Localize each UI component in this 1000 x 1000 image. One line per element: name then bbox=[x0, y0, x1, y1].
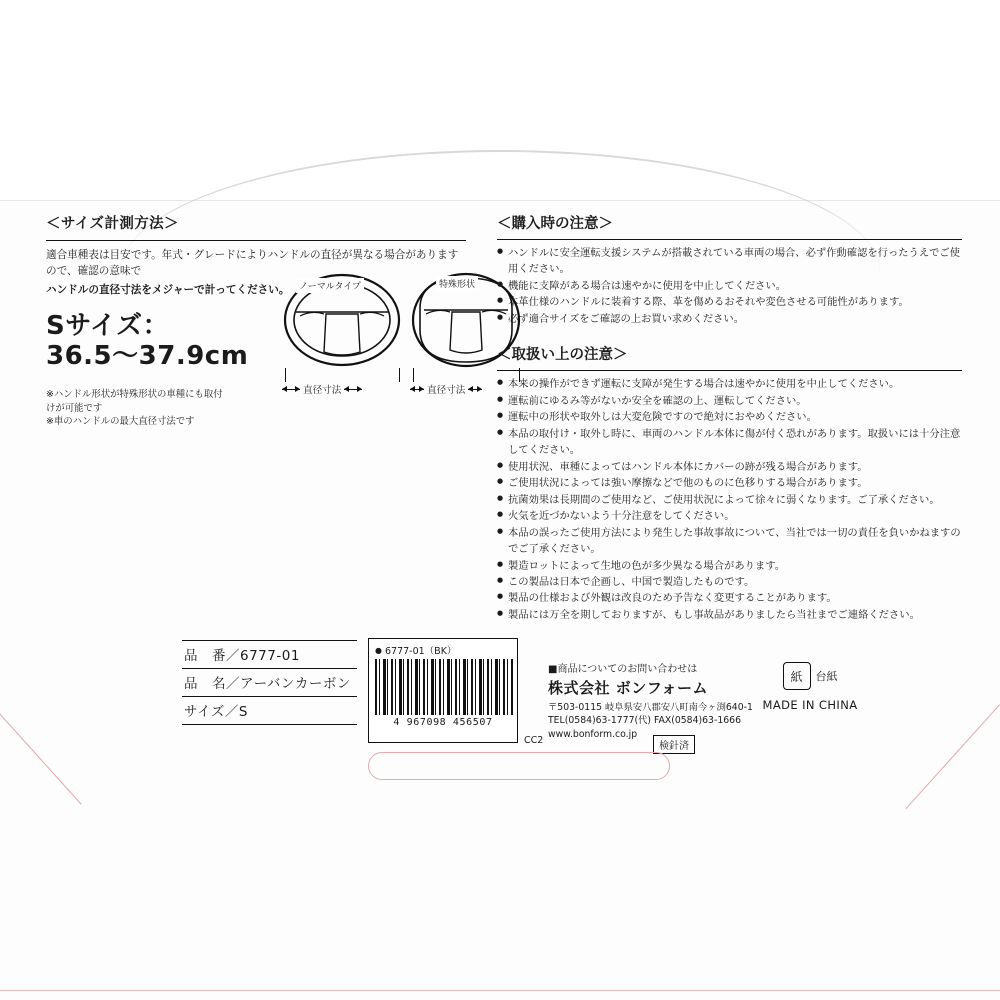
barcode-label: 6777-01（BK） bbox=[384, 646, 457, 657]
handling-notes-block bbox=[497, 343, 962, 623]
bottom-oval-outline bbox=[368, 752, 670, 780]
table-row bbox=[182, 669, 357, 697]
product-spec-table bbox=[182, 640, 357, 725]
dim-row-normal bbox=[282, 382, 402, 396]
purchase-notes-title: ＜購入時の注意＞ bbox=[497, 216, 613, 232]
list-item: ● 必ず適合サイズをご確認の上お買い求めください。 bbox=[497, 311, 962, 327]
dim-label-special: 直径寸法 bbox=[427, 385, 466, 396]
barcode-number: 4 967098 456507 bbox=[393, 717, 493, 728]
list-item: ● 製品には万全を期しておりますが、もし事故品がありましたら当社までご連絡ください。 bbox=[497, 607, 962, 623]
list-item: ● この製品は日本で企画し、中国で製造したものです。 bbox=[497, 574, 962, 590]
list-item: ● ご使用状況によっては強い摩擦などで他のものに色移りする場合があります。 bbox=[497, 475, 962, 491]
dim-tick-right-a bbox=[399, 368, 400, 382]
list-item: ● 本革仕様のハンドルに装着する際、革を傷めるおそれや変色させる可能性があります。 bbox=[497, 294, 962, 310]
size-footnote-2: けが可能です bbox=[46, 402, 103, 414]
notes-section bbox=[497, 212, 962, 623]
list-item: ● ハンドルに安全運転支援システムが搭載されている車両の場合、必ず作動確認を行ったうえでご使用ください。 bbox=[497, 245, 962, 278]
size-footnote-1: ※ハンドル形状が特殊形状の車種にも取付 bbox=[46, 389, 223, 400]
barcode-bars bbox=[375, 659, 513, 715]
list-item: ● 使用状況、車種によってはハンドル本体にカバーの跡が残る場合があります。 bbox=[497, 459, 962, 475]
footer-section bbox=[0, 640, 1000, 770]
size-label-line-2: 36.5〜37.9cm bbox=[46, 341, 249, 372]
dim-label-normal: 直径寸法 bbox=[303, 385, 342, 396]
purchase-notes-list bbox=[497, 245, 962, 327]
recycle-paper-icon: 紙 bbox=[783, 662, 811, 690]
table-row bbox=[182, 640, 357, 669]
bullet-dot-icon: ● bbox=[375, 645, 382, 655]
normal-wheel-label: ノーマルタイプ bbox=[296, 278, 364, 293]
barcode-label-row bbox=[375, 643, 511, 657]
recycle-mark-group bbox=[783, 662, 838, 690]
list-item: ● 機能に支障がある場合は速やかに使用を中止してください。 bbox=[497, 278, 962, 294]
list-item: ● 火気を近づかないよう十分注意をしてください。 bbox=[497, 508, 962, 524]
handling-notes-title: ＜取扱い上の注意＞ bbox=[497, 347, 628, 364]
dim-tick-left-b bbox=[413, 368, 414, 382]
contact-heading: ■商品についてのお問い合わせは bbox=[548, 664, 698, 675]
inspection-stamp: 検針済 bbox=[653, 735, 695, 754]
bottom-edge-line bbox=[0, 990, 1000, 991]
steering-wheel-diagrams bbox=[282, 264, 522, 404]
spec-key: サイズ／ bbox=[184, 704, 239, 720]
list-item: ● 製品の仕様および外観は改良のため予告なく変更することがあります。 bbox=[497, 590, 962, 606]
made-in-text: MADE IN CHINA bbox=[762, 698, 858, 712]
dim-tick-left-a bbox=[285, 368, 286, 382]
list-item: ● 運転中の形状や取外しは大変危険ですので絶対におやめください。 bbox=[497, 409, 962, 425]
list-item: ● 製造ロットによって生地の色が多少異なる場合があります。 bbox=[497, 558, 962, 574]
recycle-label: 台紙 bbox=[815, 670, 838, 683]
spec-value: 6777-01 bbox=[240, 648, 300, 664]
handling-notes-rule bbox=[497, 370, 962, 371]
spec-value: アーバンカーボン bbox=[240, 676, 351, 692]
company-telephone: TEL(0584)63-1777(代) FAX(0584)63-1666 bbox=[548, 715, 741, 727]
size-measurement-section bbox=[46, 212, 476, 429]
list-item: ● 本品の取付け・取外し時に、車両のハンドル本体に傷が付く恐れがあります。取扱いには十分注意してください。 bbox=[497, 426, 962, 459]
purchase-notes-rule bbox=[497, 239, 962, 240]
barcode-block bbox=[368, 638, 518, 743]
special-wheel-label: 特殊形状 bbox=[436, 276, 478, 291]
spec-key: 品 番／ bbox=[184, 648, 240, 664]
spec-key: 品 名／ bbox=[184, 676, 240, 692]
size-section-title: ＜サイズ計測方法＞ bbox=[46, 216, 179, 232]
size-lead-line-2: ハンドルの直径寸法をメジャーで計ってください。 bbox=[46, 283, 290, 296]
table-row bbox=[182, 697, 357, 725]
size-footnote-3: ※車のハンドルの最大直径寸法です bbox=[46, 416, 195, 428]
handling-notes-list bbox=[497, 376, 962, 623]
size-label-line-1: Sサイズ： bbox=[46, 311, 170, 342]
list-item: ● 本来の操作ができず運転に支障が発生する場合は速やかに使用を中止してください。 bbox=[497, 376, 962, 392]
company-address: 〒503-0115 岐阜県安八郡安八町南今ヶ渕640-1 bbox=[548, 702, 753, 713]
size-lead-line-1: 適合車種表は目安です。年式・グレードによりハンドルの直径が異なる場合がありますので、確認の意味で bbox=[46, 249, 459, 278]
cc-code: CC2 bbox=[524, 735, 544, 746]
spec-value: S bbox=[238, 704, 248, 720]
size-section-rule bbox=[46, 240, 466, 241]
list-item: ● 運転前にゆるみ等がないか安全を確認の上、運転してください。 bbox=[497, 393, 962, 409]
origin-block bbox=[735, 662, 885, 712]
list-item: ● 本品の誤ったご使用方法により発生した事故事故について、当社では一切の責任を負いかねますのでご了承ください。 bbox=[497, 525, 962, 558]
list-item: ● 抗菌効果は長期間のご使用など、ご使用状況によって徐々に弱くなります。ご了承ください。 bbox=[497, 492, 962, 508]
wheel-diagram-normal bbox=[282, 264, 402, 396]
company-name: 株式会社 ボンフォーム bbox=[548, 679, 708, 697]
company-website: www.bonform.co.jp bbox=[548, 728, 638, 740]
